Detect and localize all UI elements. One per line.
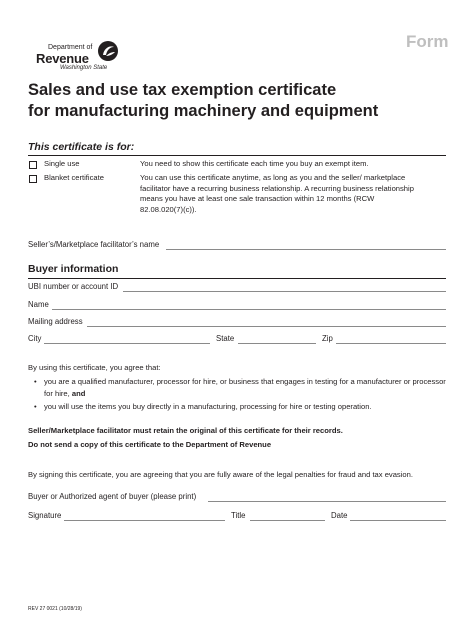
single-use-description: You need to show this certificate each time you buy an exempt item. [140, 159, 369, 168]
buyer-divider [28, 278, 446, 279]
agreement-intro: By using this certificate, you agree that: [28, 363, 161, 372]
signature-field[interactable] [64, 520, 225, 521]
seller-name-field[interactable] [166, 249, 446, 250]
agreement-item-1-text: you are a qualified manufacturer, processor for hire, or business that engages in testing for a manufacturer or processor for hire, [44, 377, 446, 398]
page-title [28, 80, 378, 122]
buyer-information-heading: Buyer information [28, 263, 119, 275]
city-label: City [28, 334, 42, 343]
date-field[interactable] [350, 520, 446, 521]
mailing-address-field[interactable] [87, 326, 446, 327]
logo-state-text: Washington State [60, 65, 108, 71]
agreement-list [34, 376, 446, 415]
zip-label: Zip [322, 334, 333, 343]
mailing-address-label: Mailing address [28, 317, 83, 326]
agreement-item-1 [34, 376, 446, 399]
zip-field[interactable] [336, 343, 446, 344]
retain-notice: Seller/Marketplace facilitator must retain the original of this certificate for their records. [28, 426, 343, 435]
bullet-icon: • [34, 377, 37, 386]
signature-label: Signature [28, 511, 62, 520]
ubi-field[interactable] [123, 291, 446, 292]
state-field[interactable] [238, 343, 316, 344]
name-label: Name [28, 300, 49, 309]
agreement-item-2 [34, 401, 446, 413]
city-field[interactable] [44, 343, 210, 344]
certificate-for-heading: This certificate is for: [28, 141, 135, 153]
form-label: Form [406, 32, 449, 51]
bullet-icon: • [34, 402, 37, 412]
section-divider [28, 155, 446, 156]
single-use-label: Single use [44, 159, 80, 168]
signing-statement: By signing this certificate, you are agreeing that you are fully aware of the legal penalties for fraud and tax evasion. [28, 470, 413, 479]
title-label: Title [231, 511, 246, 520]
do-not-send-notice: Do not send a copy of this certificate to the Department of Revenue [28, 440, 272, 449]
blanket-certificate-description: You can use this certificate anytime, as long as you and the seller/ marketplace facilitator have a recurring business relationship. A recurring business relationship means you have at least one sale transaction within 12 months (RCW 82.08.020(7)(c)). [140, 173, 414, 214]
logo-revenue-text: Revenue [36, 51, 89, 66]
agreement-item-1-and: and [71, 388, 86, 398]
form-code: REV 27 0021 (10/28/19) [28, 606, 82, 612]
name-field[interactable] [52, 309, 446, 310]
logo-department-text: Department of [48, 44, 93, 51]
seller-name-label: Seller’s/Marketplace facilitator’s name [28, 240, 160, 249]
title-line-1: Sales and use tax exemption certificate [28, 81, 337, 99]
single-use-checkbox[interactable] [29, 161, 37, 169]
state-label: State [216, 334, 235, 343]
revenue-logo-icon [97, 40, 119, 62]
blanket-certificate-checkbox[interactable] [29, 175, 37, 183]
agreement-item-2-text: you will use the items you buy directly in a manufacturing, processing for hire or testing operation. [44, 402, 372, 412]
buyer-print-field[interactable] [208, 501, 446, 502]
title-line-2: for manufacturing machinery and equipment [28, 102, 379, 120]
date-label: Date [331, 511, 348, 520]
buyer-print-label: Buyer or Authorized agent of buyer (please print) [28, 492, 197, 501]
title-field[interactable] [250, 520, 325, 521]
blanket-certificate-label: Blanket certificate [44, 173, 104, 182]
ubi-label: UBI number or account ID [28, 282, 119, 291]
